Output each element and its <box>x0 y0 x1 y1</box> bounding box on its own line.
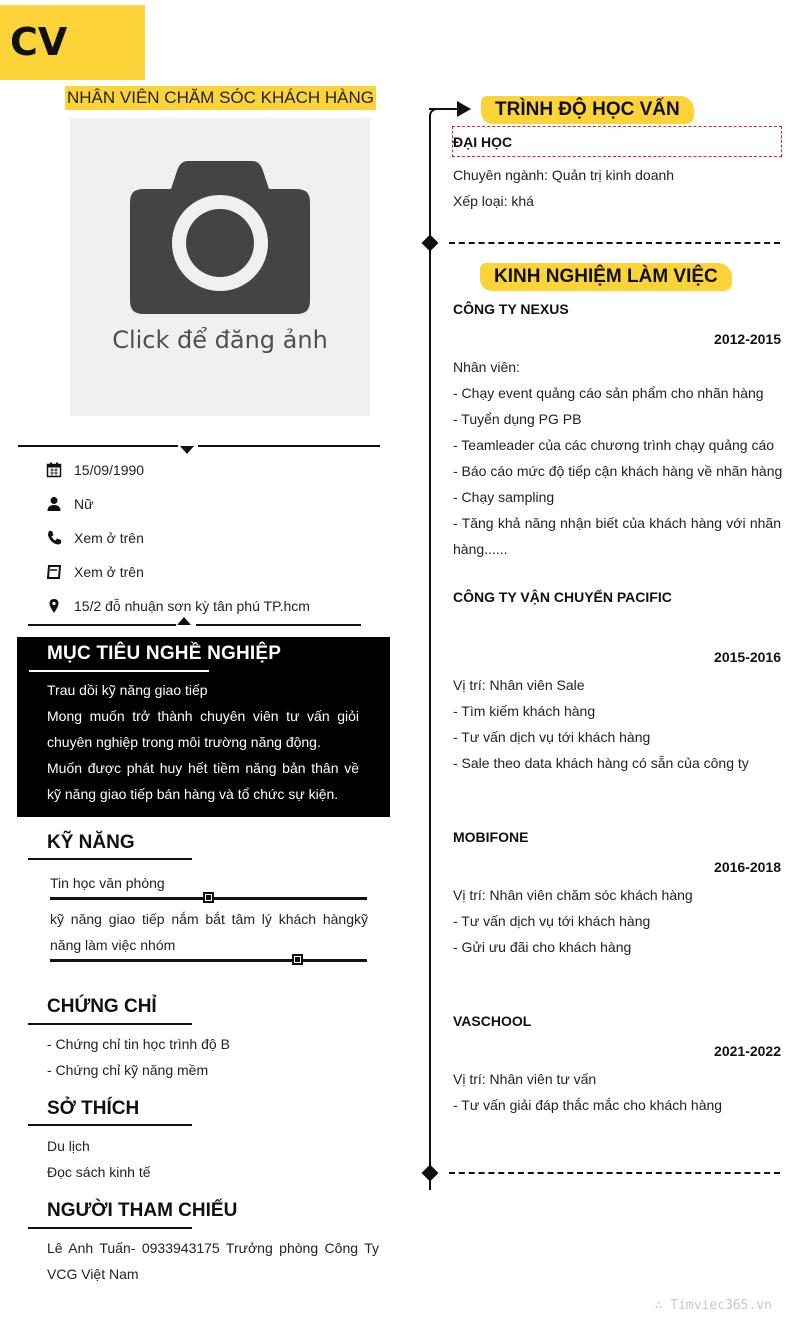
job-line: - Tư vấn dịch vụ tới khách hàng <box>453 913 651 929</box>
timeline-diamond <box>422 235 439 252</box>
phone-icon <box>46 530 62 546</box>
objective-line: Trau dồi kỹ năng giao tiếp <box>47 682 208 698</box>
timeline-arrow-icon <box>456 100 472 118</box>
job-line: - Tư vấn giải đáp thắc mắc cho khách hàng <box>453 1097 723 1113</box>
certificates-underline <box>28 1023 192 1025</box>
job-period: 2015-2016 <box>714 649 781 665</box>
skill-bar-knob[interactable] <box>292 954 303 965</box>
timeline-diamond <box>422 1165 439 1182</box>
job-line: Vị trí: Nhân viên chăm sóc khách hàng <box>453 887 693 903</box>
objective-title: MỤC TIÊU NGHỀ NGHIỆP <box>47 643 282 664</box>
job-line: - Chạy event quảng cáo sản phẩm cho nhãn hàng <box>453 385 764 401</box>
objective-section <box>17 637 390 817</box>
references-title: NGƯỜI THAM CHIẾU <box>47 1200 238 1221</box>
camera-icon <box>130 161 310 317</box>
gender-value: Nữ <box>74 496 94 512</box>
objective-line: Mong muốn trở thành chuyên viên tư vấn giỏi chuyên nghiệp trong môi trường năng động. <box>47 708 359 750</box>
skills-title: KỸ NĂNG <box>47 832 135 853</box>
job-company: CÔNG TY NEXUS <box>453 301 569 317</box>
dashed-divider <box>449 242 780 244</box>
divider-caret <box>180 446 194 454</box>
phone-value: Xem ở trên <box>74 530 144 546</box>
email-value: Xem ở trên <box>74 564 144 580</box>
divider <box>18 445 178 447</box>
email-icon <box>46 564 62 580</box>
education-school: ĐẠI HỌC <box>453 134 513 150</box>
references-text: Lê Anh Tuấn- 0933943175 Trưởng phòng Công Ty VCG Việt Nam <box>47 1240 379 1282</box>
job-line: - Tăng khả năng nhận biết của khách hàng với nhãn <box>453 515 781 531</box>
job-line: - Teamleader của các chương trình chạy quảng cáo <box>453 437 775 453</box>
photo-caption: Click để đăng ảnh <box>112 326 328 354</box>
job-title[interactable]: NHÂN VIÊN CHĂM SÓC KHÁCH HÀNG <box>65 86 376 110</box>
job-company: CÔNG TY VẬN CHUYỂN PACIFIC <box>453 589 672 605</box>
job-line: Nhân viên: <box>453 359 520 375</box>
divider <box>198 445 380 447</box>
certificate-item: - Chứng chỉ tin học trình độ B <box>47 1036 230 1052</box>
job-line: - Tư vấn dịch vụ tới khách hàng <box>453 729 651 745</box>
job-company: MOBIFONE <box>453 829 529 845</box>
job-period: 2012-2015 <box>714 331 781 347</box>
photo-upload[interactable] <box>70 118 370 416</box>
references-underline <box>28 1227 192 1229</box>
cv-badge-text: CV <box>10 20 68 64</box>
address-value: 15/2 đỗ nhuận sơn kỳ tân phú TP.hcm <box>74 598 310 614</box>
divider <box>196 624 361 626</box>
job-line: - Sale theo data khách hàng có sẵn của công ty <box>453 755 749 771</box>
birthdate-value: 15/09/1990 <box>74 462 145 478</box>
hobby-item: Đọc sách kinh tế <box>47 1164 151 1180</box>
job-company: VASCHOOL <box>453 1013 532 1029</box>
skills-underline <box>28 858 192 860</box>
job-line: - Gửi ưu đãi cho khách hàng <box>453 939 632 955</box>
hobby-item: Du lịch <box>47 1138 90 1154</box>
job-line: - Tuyển dụng PG PB <box>453 411 582 427</box>
objective-line: Muốn được phát huy hết tiềm năng bản thân về kỹ năng giao tiếp bán hàng và tổ chức sự kiện. <box>47 760 359 802</box>
job-line: - Báo cáo mức độ tiếp cận khách hàng về nhãn hàng <box>453 463 783 479</box>
user-icon <box>46 496 62 512</box>
certificate-item: - Chứng chỉ kỹ năng mềm <box>47 1062 209 1078</box>
location-icon <box>46 598 62 614</box>
timeline-line <box>429 118 431 1190</box>
hobbies-underline <box>28 1124 192 1126</box>
dashed-divider <box>449 1172 780 1174</box>
job-line: - Tìm kiếm khách hàng <box>453 703 596 719</box>
objective-underline <box>29 670 209 672</box>
skill-bar-knob[interactable] <box>203 892 214 903</box>
cv-badge <box>0 5 145 80</box>
skill-name: Tin học văn phòng <box>50 875 165 891</box>
divider <box>28 624 176 626</box>
job-line: - Chạy sampling <box>453 489 555 505</box>
experience-title: KINH NGHIỆM LÀM VIỆC <box>480 263 732 291</box>
job-line: Vị trí: Nhân viên tư vấn <box>453 1071 597 1087</box>
education-rank: Xếp loại: khá <box>453 193 534 209</box>
job-line: hàng...... <box>453 541 508 557</box>
skill-name: kỹ năng giao tiếp nắm bắt tâm lý khách hàngkỹ năng làm việc nhóm <box>50 911 368 953</box>
job-period: 2016-2018 <box>714 859 781 875</box>
divider-caret <box>177 617 191 625</box>
calendar-icon <box>46 462 62 478</box>
watermark: ∴ Timviec365.vn <box>654 1298 772 1313</box>
job-period: 2021-2022 <box>714 1043 781 1059</box>
timeline-corner <box>429 108 439 120</box>
certificates-title: CHỨNG CHỈ <box>47 996 157 1017</box>
skill-bar-track <box>50 959 367 962</box>
education-title: TRÌNH ĐỘ HỌC VẤN <box>481 96 694 124</box>
hobbies-title: SỞ THÍCH <box>47 1098 140 1119</box>
education-major: Chuyên ngành: Quản trị kinh doanh <box>453 167 675 183</box>
job-line: Vị trí: Nhân viên Sale <box>453 677 585 693</box>
